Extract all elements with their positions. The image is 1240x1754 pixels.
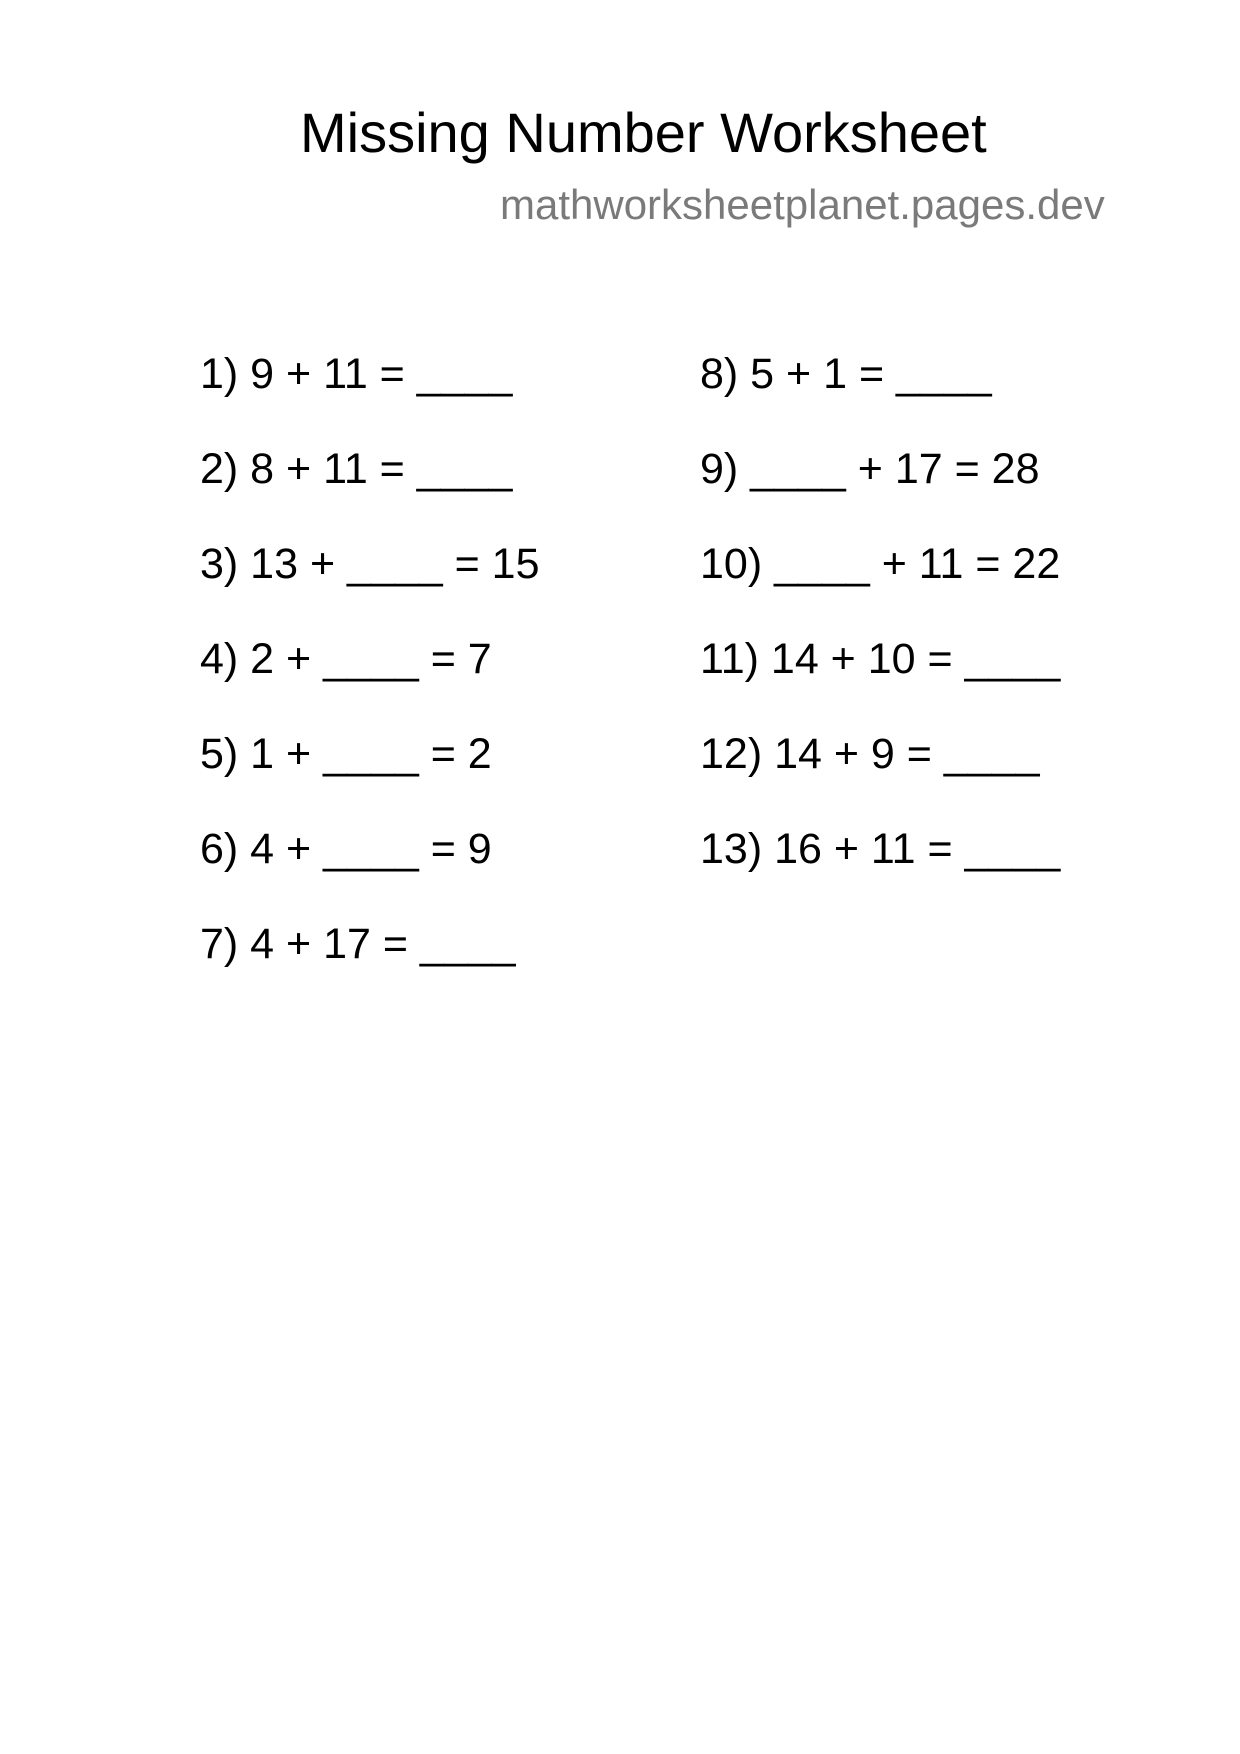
problem-3: 3) 13 + ____ = 15 <box>200 540 540 588</box>
problem-10: 10) ____ + 11 = 22 <box>700 540 1061 588</box>
problem-9: 9) ____ + 17 = 28 <box>700 445 1040 493</box>
problem-13: 13) 16 + 11 = ____ <box>700 825 1061 873</box>
problem-7: 7) 4 + 17 = ____ <box>200 920 516 968</box>
problems-column-left <box>200 348 540 1013</box>
problem-11: 11) 14 + 10 = ____ <box>700 635 1061 683</box>
page-title: Missing Number Worksheet <box>300 101 987 164</box>
problem-6: 6) 4 + ____ = 9 <box>200 825 492 873</box>
problem-12: 12) 14 + 9 = ____ <box>700 730 1040 778</box>
problem-2: 2) 8 + 11 = ____ <box>200 445 513 493</box>
problem-5: 5) 1 + ____ = 2 <box>200 730 492 778</box>
problem-8: 8) 5 + 1 = ____ <box>700 350 992 398</box>
problem-1: 1) 9 + 11 = ____ <box>200 350 513 398</box>
source-url: mathworksheetplanet.pages.dev <box>500 181 1105 228</box>
problems-column-right <box>700 348 1060 918</box>
problem-4: 4) 2 + ____ = 7 <box>200 635 492 683</box>
